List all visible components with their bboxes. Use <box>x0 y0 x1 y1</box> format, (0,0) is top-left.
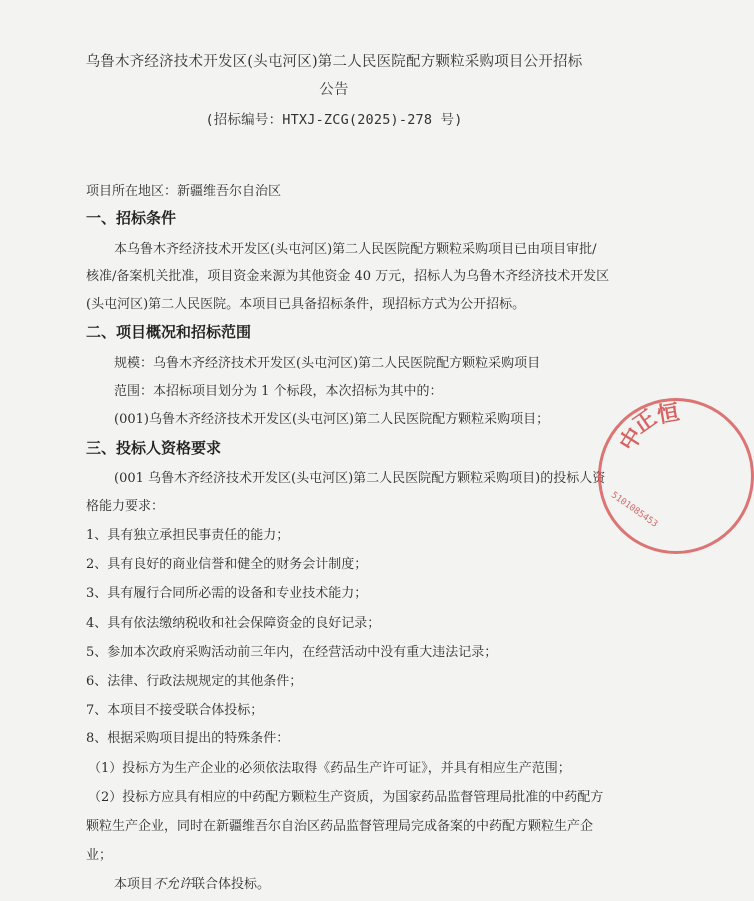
section3-line: 3、具有履行合同所必需的设备和专业技术能力； <box>86 586 368 601</box>
section3-line: 6、法律、行政法规规定的其他条件； <box>86 674 303 689</box>
section3-line: 颗粒生产企业，同时在新疆维吾尔自治区药品监督管理局完成备案的中药配方颗粒生产企 <box>86 819 594 834</box>
tender-number: (招标编号：HTXJ-ZCG(2025)-278 号) <box>205 112 463 128</box>
section3-heading: 三、投标人资格要求 <box>86 439 222 457</box>
official-seal: 中 正 恒 5101085453 <box>598 398 754 554</box>
section2-line: 范围：本招标项目划分为 1 个标段，本次招标为其中的： <box>114 384 443 399</box>
section1-heading: 一、招标条件 <box>86 209 177 227</box>
handwritten-insert: 不允许 <box>153 877 193 892</box>
section2-heading: 二、项目概况和招标范围 <box>86 323 252 341</box>
section3-line: 8、根据采购项目提出的特殊条件： <box>86 731 290 746</box>
closing-suffix: 联合体投标。 <box>192 877 271 892</box>
section3-line: 4、具有依法缴纳税收和社会保障资金的良好记录； <box>86 616 381 631</box>
section1-line: 本乌鲁木齐经济技术开发区(头屯河区)第二人民医院配方颗粒采购项目已由项目审批/ <box>114 242 597 257</box>
section3-line: 1、具有独立承担民事责任的能力； <box>86 528 290 543</box>
document-title-line2: 公告 <box>319 82 349 98</box>
document-title-line1: 乌鲁木齐经济技术开发区(头屯河区)第二人民医院配方颗粒采购项目公开招标 <box>85 54 583 70</box>
section2-line: 规模：乌鲁木齐经济技术开发区(头屯河区)第二人民医院配方颗粒采购项目 <box>114 356 541 371</box>
section2-line: (001)乌鲁木齐经济技术开发区(头屯河区)第二人民医院配方颗粒采购项目； <box>114 412 550 427</box>
section3-line: (001 乌鲁木齐经济技术开发区(头屯河区)第二人民医院配方颗粒采购项目)的投标人资 <box>114 471 606 486</box>
closing-note <box>114 873 270 892</box>
section1-line: (头屯河区)第二人民医院。本项目已具备招标条件，现招标方式为公开招标。 <box>86 297 526 312</box>
section3-line: 7、本项目不接受联合体投标； <box>86 703 264 718</box>
section3-line: 5、参加本次政府采购活动前三年内，在经营活动中没有重大违法记录； <box>86 645 498 660</box>
section3-line: 业； <box>86 848 113 863</box>
closing-prefix: 本项目 <box>114 877 154 892</box>
section3-line: （1）投标方为生产企业的必须依法取得《药品生产许可证》，并具有相应生产范围； <box>88 761 571 776</box>
section3-line: （2）投标方应具有相应的中药配方颗粒生产资质，为国家药品监督管理局批准的中药配方 <box>88 790 604 805</box>
section3-line: 2、具有良好的商业信誉和健全的财务会计制度； <box>86 557 368 572</box>
project-region: 项目所在地区：新疆维吾尔自治区 <box>86 184 282 199</box>
section3-line: 格能力要求： <box>86 499 165 514</box>
section1-line: 核准/备案机关批准，项目资金来源为其他资金 40 万元，招标人为乌鲁木齐经济技术开发区 <box>86 269 610 284</box>
